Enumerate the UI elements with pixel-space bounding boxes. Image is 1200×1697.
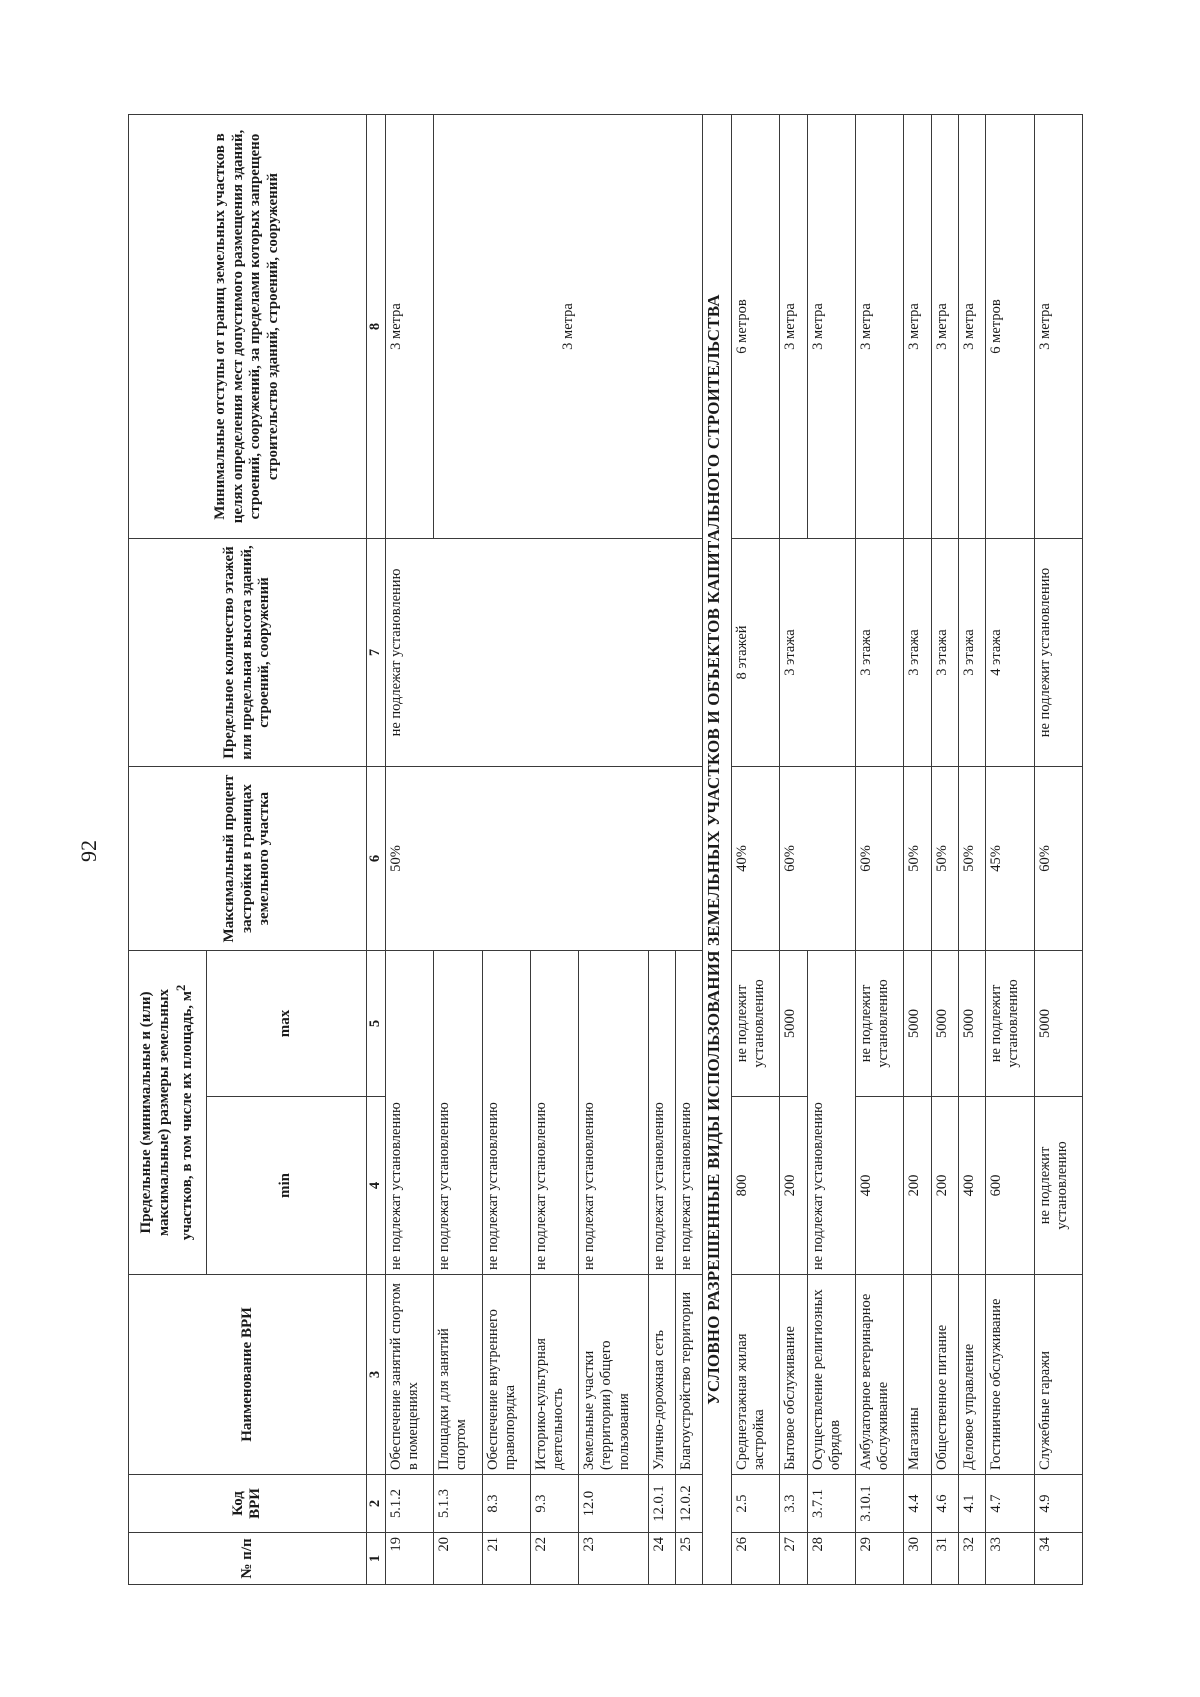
row-setback: 3 метра [931, 115, 958, 539]
column-number: 6 [366, 767, 385, 951]
row-percent: 50% [931, 767, 958, 951]
table-row [385, 115, 433, 1585]
row-name: Среднеэтажная жилая застройка [731, 1275, 779, 1475]
row-setback: 6 метров [986, 115, 1034, 539]
row-code: 8.3 [482, 1475, 530, 1533]
column-number: 2 [366, 1475, 385, 1533]
row-name: Гостиничное обслуживание [986, 1275, 1034, 1475]
row-number: 22 [530, 1533, 578, 1585]
row-setback: 3 метра [807, 115, 855, 539]
row-floors: 3 этажа [958, 539, 985, 767]
row-percent: 45% [986, 767, 1034, 951]
table-row [904, 115, 931, 1585]
row-floors: 3 этажа [855, 539, 903, 767]
header-name: Наименование ВРИ [129, 1275, 367, 1475]
table-row [780, 115, 807, 1585]
row-number: 20 [434, 1533, 482, 1585]
row-number: 25 [676, 1533, 703, 1585]
row-number: 21 [482, 1533, 530, 1585]
row-number: 30 [904, 1533, 931, 1585]
column-number: 8 [366, 115, 385, 539]
row-code: 12.0.1 [648, 1475, 675, 1533]
row-name: Деловое управление [958, 1275, 985, 1475]
row-percent: 60% [780, 767, 856, 951]
table-row [731, 115, 779, 1585]
row-code: 4.7 [986, 1475, 1034, 1533]
row-number: 23 [579, 1533, 649, 1585]
row-floors: не подлежит установлению [1034, 539, 1082, 767]
row-code: 5.1.3 [434, 1475, 482, 1533]
row-code: 4.9 [1034, 1475, 1082, 1533]
row-code: 3.7.1 [807, 1475, 855, 1533]
row-percent: 40% [731, 767, 779, 951]
header-row [129, 115, 207, 1585]
row-area: не подлежат установлению [482, 951, 530, 1275]
header-area: Предельные (минимальные и (или) максимальные) размеры земельных участков, в том числе их площадь, $м^2$ [129, 951, 207, 1275]
row-number: 28 [807, 1533, 855, 1585]
row-floors: 3 этажа [904, 539, 931, 767]
row-setback: 3 метра [1034, 115, 1082, 539]
row-percent: 60% [1034, 767, 1082, 951]
row-min: 400 [958, 1097, 985, 1275]
row-min: 600 [986, 1097, 1034, 1275]
page-number: 92 [76, 840, 101, 862]
table-row [931, 115, 958, 1585]
header-code: Код ВРИ [129, 1475, 367, 1533]
row-setback: 6 метров [731, 115, 779, 539]
section-title: УСЛОВНО РАЗРЕШЕННЫЕ ВИДЫ ИСПОЛЬЗОВАНИЯ ЗЕМЕЛЬНЫХ УЧАСТКОВ И ОБЪЕКТОВ КАПИТАЛЬНОГО СТРОИТЕЛЬСТВА [703, 115, 731, 1585]
row-code: 5.1.2 [385, 1475, 433, 1533]
row-code: 4.4 [904, 1475, 931, 1533]
row-number: 19 [385, 1533, 433, 1585]
row-percent: 50% [958, 767, 985, 951]
row-percent: 50% [904, 767, 931, 951]
row-floors: 3 этажа [780, 539, 856, 767]
column-number: 3 [366, 1275, 385, 1475]
row-number: 24 [648, 1533, 675, 1585]
row-area: не подлежат установлению [385, 951, 433, 1275]
row-name: Магазины [904, 1275, 931, 1475]
row-name: Служебные гаражи [1034, 1275, 1082, 1475]
row-number: 32 [958, 1533, 985, 1585]
row-min: 200 [780, 1097, 807, 1275]
row-floors: 8 этажей [731, 539, 779, 767]
row-max: 5000 [904, 951, 931, 1097]
row-number: 33 [986, 1533, 1034, 1585]
table-row [1034, 115, 1082, 1585]
row-floors: не подлежат установлению [385, 539, 703, 767]
row-max: 5000 [1034, 951, 1082, 1097]
row-name: Площадки для занятий спортом [434, 1275, 482, 1475]
row-code: 4.1 [958, 1475, 985, 1533]
row-setback: 3 метра [434, 115, 703, 539]
row-max: не подлежит установлению [855, 951, 903, 1097]
row-number: 29 [855, 1533, 903, 1585]
header-setback: Минимальные отступы от границ земельных участков в целях определения мест допустимого размещения зданий, строений, сооружений, за пределами которых запрещено строительство зданий, строений, сооружений [129, 115, 367, 539]
row-setback: 3 метра [855, 115, 903, 539]
row-max: не подлежит установлению [731, 951, 779, 1097]
row-area: не подлежат установлению [579, 951, 649, 1275]
header-percent: Максимальный процент застройки в границах земельного участка [129, 767, 367, 951]
row-number: 31 [931, 1533, 958, 1585]
section-row [703, 115, 731, 1585]
row-setback: 3 метра [904, 115, 931, 539]
header-no: № п/п [129, 1533, 367, 1585]
row-setback: 3 метра [385, 115, 433, 539]
row-area: не подлежат установлению [676, 951, 703, 1275]
row-name: Обеспечение внутреннего правопорядка [482, 1275, 530, 1475]
column-number: 1 [366, 1533, 385, 1585]
row-percent: 50% [385, 767, 703, 951]
row-area: не подлежат установлению [807, 951, 855, 1275]
row-area: не подлежат установлению [530, 951, 578, 1275]
row-name: Бытовое обслуживание [780, 1275, 807, 1475]
row-max: 5000 [958, 951, 985, 1097]
header-max: max [206, 951, 366, 1097]
row-code: 12.0 [579, 1475, 649, 1533]
row-name: Земельные участки (территории) общего пользования [579, 1275, 649, 1475]
row-code: 3.3 [780, 1475, 807, 1533]
row-min: 400 [855, 1097, 903, 1275]
row-code: 3.10.1 [855, 1475, 903, 1533]
row-name: Улично-дорожная сеть [648, 1275, 675, 1475]
row-code: 4.6 [931, 1475, 958, 1533]
row-max: 5000 [931, 951, 958, 1097]
table-row [986, 115, 1034, 1585]
table-row [958, 115, 985, 1585]
row-code: 2.5 [731, 1475, 779, 1533]
row-min: не подлежит установлению [1034, 1097, 1082, 1275]
row-name: Осуществление религиозных обрядов [807, 1275, 855, 1475]
row-code: 12.0.2 [676, 1475, 703, 1533]
column-number: 7 [366, 539, 385, 767]
row-percent: 60% [855, 767, 903, 951]
column-number-row [366, 115, 385, 1585]
row-number: 26 [731, 1533, 779, 1585]
row-max: не подлежит установлению [986, 951, 1034, 1097]
row-name: Благоустройство территории [676, 1275, 703, 1475]
header-floors: Предельное количество этажей или предельная высота зданий, строений, сооружений [129, 539, 367, 767]
row-min: 200 [904, 1097, 931, 1275]
row-min: 800 [731, 1097, 779, 1275]
row-max: 5000 [780, 951, 807, 1097]
row-setback: 3 метра [780, 115, 807, 539]
row-name: Общественное питание [931, 1275, 958, 1475]
column-number: 5 [366, 951, 385, 1097]
row-area: не подлежат установлению [434, 951, 482, 1275]
rotated-page [128, 115, 1083, 1585]
row-min: 200 [931, 1097, 958, 1275]
row-floors: 4 этажа [986, 539, 1034, 767]
header-min: min [206, 1097, 366, 1275]
zoning-table [128, 114, 1083, 1585]
row-name: Историко-культурная деятельность [530, 1275, 578, 1475]
row-floors: 3 этажа [931, 539, 958, 767]
row-number: 34 [1034, 1533, 1082, 1585]
row-name: Амбулаторное ветеринарное обслуживание [855, 1275, 903, 1475]
table-row [855, 115, 903, 1585]
row-code: 9.3 [530, 1475, 578, 1533]
row-setback: 3 метра [958, 115, 985, 539]
row-name: Обеспечение занятий спортом в помещениях [385, 1275, 433, 1475]
row-number: 27 [780, 1533, 807, 1585]
column-number: 4 [366, 1097, 385, 1275]
row-area: не подлежат установлению [648, 951, 675, 1275]
